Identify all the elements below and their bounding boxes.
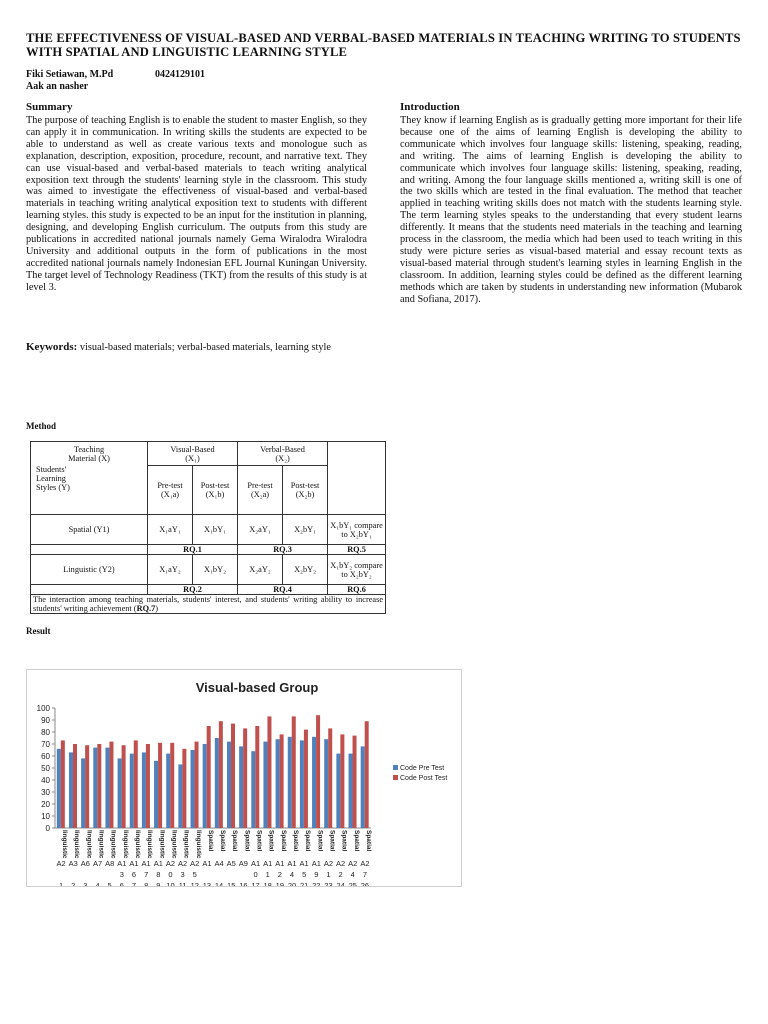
x-code-line: 6 <box>131 870 137 879</box>
x-code-label <box>190 859 199 886</box>
x-code-line: 16 <box>239 881 248 886</box>
y-tick-label: 0 <box>45 824 50 833</box>
bar-pre <box>324 739 328 828</box>
x-code-line: 10 <box>166 881 175 886</box>
x-code-line: 20 <box>287 881 297 886</box>
x-code-line: A2 <box>190 859 200 868</box>
x-code-line: 3 <box>83 881 88 886</box>
rq4-cell: RQ.4 <box>238 585 328 595</box>
bar-pre <box>118 758 122 828</box>
teaching-material-label: Teaching Material (X) <box>68 445 110 463</box>
bar-pre <box>105 748 109 828</box>
x-code-label <box>69 859 78 886</box>
bar-post <box>280 734 284 828</box>
visual-based-header <box>148 442 238 466</box>
cell-r1c3: X₂aY₁ <box>238 515 283 545</box>
chart-title: Visual-based Group <box>195 680 319 695</box>
x-group-label: linguistic <box>182 830 190 859</box>
posttest2-header: Post-test (X₂b) <box>283 466 328 515</box>
bar-post <box>316 715 320 828</box>
bar-post <box>292 716 296 828</box>
rq3-cell: RQ.3 <box>238 545 328 555</box>
bar-post <box>219 721 223 828</box>
bar-post <box>158 743 162 828</box>
x-code-label <box>166 859 175 886</box>
bar-pre <box>81 758 85 828</box>
bar-post <box>243 728 247 828</box>
bar-pre <box>166 754 170 828</box>
x-code-label <box>214 859 223 886</box>
x-code-label <box>202 859 211 886</box>
x-code-line: 7 <box>144 870 149 879</box>
introduction-text: They know if learning English as is gradually getting more important for their life because one of the aims of learning English is developing the ability to communicate which involves four language skills: listening, speaking, reading, and writing. The aims of learning English is developing the ability to communicate which involves four language skills: listening, speaking, reading, and writing. Among the four language skills mentioned a, writing skill is one of the two skills which are tested in the final evaluation. The method that teacher applied in teaching writing skills does not match with the students learning style. The term learning styles speaks to the understanding that every student learns differently. It means that the students need materials in the teaching and learning process in the classroom, the media which had been used to teach writing in this study were picture series as visual-based material and essay recount texts as visual-based material through student's learning styles in learning English in the classroom. In addition, learning styles could be defined as the different learning methods which are taken by students in understanding new information (Mubarok and Sofiana, 2017). <box>400 115 742 305</box>
keywords-label: Keywords: <box>26 341 78 353</box>
interaction-text: The interaction among teaching materials, students' interest, and students' writing ability to increase students' writing achievement ( <box>33 595 384 613</box>
interaction-end: ) <box>155 604 159 613</box>
legend-label: Code Pre Test <box>400 765 445 772</box>
x-group-label: Spatial <box>316 830 324 852</box>
x-code-line: 18 <box>263 881 272 886</box>
x-code-line: A2 <box>323 859 334 868</box>
x-code-label <box>348 859 357 886</box>
bar-post <box>146 744 150 828</box>
posttest1-header: Post-test (X₁b) <box>193 466 238 515</box>
bar-pre <box>349 754 353 828</box>
bar-post <box>195 742 199 828</box>
x-code-line: 9 <box>156 881 161 886</box>
bar-pre <box>276 739 280 828</box>
legend-swatch <box>393 765 398 770</box>
x-code-line: A1 <box>275 859 285 868</box>
x-code-line: 17 <box>251 881 260 886</box>
x-code-line: A2 <box>336 859 346 868</box>
plot-area <box>37 704 448 886</box>
verbal-based-label: Verbal-Based <box>260 444 305 454</box>
rq2-cell: RQ.2 <box>148 585 238 595</box>
bar-pre <box>361 746 365 828</box>
verbal-based-header <box>238 442 328 466</box>
y-tick-label: 50 <box>41 764 50 773</box>
x-code-line: 1 <box>58 881 64 886</box>
bar-pre <box>312 737 316 828</box>
x-code-line: 4 <box>350 870 355 879</box>
y-tick-label: 60 <box>41 752 50 761</box>
x-code-line: A3 <box>68 859 78 868</box>
x-code-line: 11 <box>178 881 187 886</box>
x-code-label <box>251 859 260 886</box>
x-code-line: 2 <box>338 870 343 879</box>
bar-pre <box>93 748 97 828</box>
x-code-label <box>154 859 163 886</box>
bar-pre <box>154 761 158 828</box>
x-group-label: linguistic <box>158 830 166 859</box>
bar-post <box>328 728 332 828</box>
pretest1-header: Pre-test (X₁a) <box>148 466 193 515</box>
x-code-line: 19 <box>275 881 285 886</box>
cell-r1c2: X₁bY₁ <box>193 515 238 545</box>
x-code-label <box>312 859 321 886</box>
x-group-label: linguistic <box>73 830 81 859</box>
x-code-line: 5 <box>192 870 197 879</box>
x-code-line: A1 <box>299 859 309 868</box>
legend-label: Code Post Test <box>400 775 448 782</box>
rq1-cell: RQ.1 <box>148 545 238 555</box>
x-code-line: 8 <box>156 870 161 879</box>
x-code-label <box>324 859 333 886</box>
x-group-label: Spatial <box>243 830 251 852</box>
x-code-label <box>275 859 284 886</box>
x-code-line: 9 <box>314 870 319 879</box>
result-heading: Result <box>26 626 51 636</box>
x-code-line: 21 <box>299 881 309 886</box>
x-code-line: A1 <box>117 859 127 868</box>
x-code-line: 0 <box>253 870 258 879</box>
x-group-label: linguistic <box>61 830 69 859</box>
bar-pre <box>239 746 243 828</box>
visual-based-label: Visual-Based <box>170 444 215 454</box>
bar-post <box>85 745 89 828</box>
x-code-line: A2 <box>360 859 370 868</box>
rq-spacer-2 <box>31 585 148 595</box>
x-code-line: 1 <box>265 870 270 879</box>
bar-post <box>353 736 357 828</box>
x-code-line: 7 <box>362 870 368 879</box>
visual-x-label: (X₁) <box>185 453 200 463</box>
x-code-label <box>227 859 236 886</box>
x-code-line: 3 <box>180 870 185 879</box>
x-code-label <box>178 859 187 886</box>
cell-r1c5: X₁bY₁ compare to X₂bY₁ <box>328 515 386 545</box>
bar-pre <box>288 737 292 828</box>
x-group-label: linguistic <box>109 830 117 859</box>
x-code-line: 22 <box>312 881 321 886</box>
x-code-label <box>336 859 345 886</box>
x-code-line: A1 <box>263 859 273 868</box>
visual-based-chart <box>26 669 462 887</box>
y-tick-label: 40 <box>41 776 50 785</box>
interaction-cell <box>31 595 386 614</box>
x-code-line: 15 <box>227 881 236 886</box>
bar-pre <box>203 744 207 828</box>
x-code-line: A4 <box>214 859 224 868</box>
x-code-line: 5 <box>302 870 307 879</box>
x-code-label <box>105 859 114 886</box>
x-code-label <box>81 859 90 886</box>
bar-post <box>304 730 308 828</box>
x-code-line: 12 <box>190 881 199 886</box>
summary-text: The purpose of teaching English is to enable the student to master English, so they can apply it in communication. In writing skills the students are expected to be able to understand as well as create various texts and monologue such as explanation, description, exposition, procedure, recount, and narrative text. They can use visual-based and verbal-based materials to teach writing analytical exposition text through the students' learning style in the classroom. This study was aimed to investigate the effectiveness of visual-based and verbal-based materials in teaching writing analytical exposition text to students with different learning styles. this study is expected to be an input for the institution in planning, designing, and developing English curriculum. The outputs from this study are publications in accredited national journals namely Gema Wiralodra Wiralodra University and additional outputs in the form of publications in the most accredited national journals namely Indonesian EFL Journal Kuningan University. The target level of Technology Readiness (TKT) from the results of this study is at level 3. <box>26 115 367 293</box>
x-group-label: Spatial <box>231 830 239 852</box>
bar-pre <box>215 738 219 828</box>
x-group-label: Spatial <box>292 830 299 852</box>
verbal-x-label: (X₂) <box>275 453 290 463</box>
x-code-label <box>129 859 138 886</box>
x-code-line: A1 <box>129 859 139 868</box>
cell-r1c4: X₂bY₁ <box>283 515 328 545</box>
header-corner-cell <box>31 442 148 515</box>
x-code-line: 3 <box>119 870 124 879</box>
x-code-line: A1 <box>153 859 163 868</box>
y-tick-label: 90 <box>41 716 50 725</box>
x-code-line: A6 <box>80 859 90 868</box>
bar-post <box>182 749 186 828</box>
x-code-line: A5 <box>226 859 236 868</box>
cell-r2c3: X₂aY₂ <box>238 555 283 585</box>
x-code-line: A2 <box>56 859 66 868</box>
bar-post <box>231 724 235 828</box>
rq5-cell: RQ.5 <box>328 545 386 555</box>
bar-pre <box>57 749 61 828</box>
method-heading: Method <box>26 421 56 431</box>
x-code-line: A9 <box>238 859 248 868</box>
x-code-line: 4 <box>95 881 100 886</box>
x-code-line: A8 <box>105 859 115 868</box>
bar-pre <box>336 754 340 828</box>
method-table <box>30 441 386 614</box>
x-code-line: 2 <box>277 870 282 879</box>
x-code-line: 7 <box>131 881 137 886</box>
cell-r2c5: X₁bY₂ compare to X₂bY₂ <box>328 555 386 585</box>
bar-post <box>170 743 174 828</box>
x-code-label <box>360 859 369 886</box>
rq-spacer-1 <box>31 545 148 555</box>
y-tick-label: 80 <box>41 728 50 737</box>
x-code-line: 23 <box>324 881 333 886</box>
x-group-label: Spatial <box>352 830 360 852</box>
author-name: Fiki Setiawan, M.Pd <box>26 69 114 80</box>
x-code-line: A1 <box>202 859 212 868</box>
bar-pre <box>178 764 182 828</box>
x-code-line: A2 <box>348 859 358 868</box>
x-code-line: A1 <box>287 859 297 868</box>
bar-post <box>134 740 138 828</box>
bar-post <box>365 721 369 828</box>
bar-pre <box>191 750 195 828</box>
x-group-label: linguistic <box>134 830 141 859</box>
bar-pre <box>130 754 134 828</box>
x-code-label <box>263 859 272 886</box>
students-styles-label: Students' Learning Styles (Y) <box>36 465 70 492</box>
bar-post <box>122 745 126 828</box>
x-code-line: A1 <box>141 859 151 868</box>
bar-post <box>73 744 77 828</box>
x-code-line: 4 <box>289 870 295 879</box>
x-code-line: A7 <box>92 859 103 868</box>
x-code-line: 26 <box>360 881 370 886</box>
x-group-label: linguistic <box>97 830 105 859</box>
rq7-label: RQ.7 <box>136 604 156 613</box>
x-code-label <box>300 859 309 886</box>
x-group-label: Spatial <box>340 830 348 852</box>
chart-svg <box>27 670 461 886</box>
x-group-label: linguistic <box>194 830 202 859</box>
bar-pre <box>251 751 255 828</box>
x-code-line: A1 <box>311 859 321 868</box>
x-code-line: 13 <box>202 881 212 886</box>
cell-r2c1: X₁aY₂ <box>148 555 193 585</box>
bar-post <box>207 726 211 828</box>
spatial-row-label: Spatial (Y1) <box>31 515 148 545</box>
bar-post <box>267 716 271 828</box>
bar-pre <box>142 752 146 828</box>
y-tick-label: 30 <box>41 788 50 797</box>
y-tick-label: 70 <box>41 740 50 749</box>
bar-pre <box>69 752 73 828</box>
bar-post <box>340 734 344 828</box>
bar-post <box>109 742 113 828</box>
cell-r1c1: X₁aY₁ <box>148 515 193 545</box>
x-code-line: 5 <box>107 881 112 886</box>
x-group-label: Spatial <box>279 830 287 852</box>
y-tick-label: 20 <box>41 800 50 809</box>
x-code-label <box>93 859 102 886</box>
bar-pre <box>263 742 267 828</box>
author-id: 0424129101 <box>155 69 205 80</box>
rq6-cell: RQ.6 <box>328 585 386 595</box>
x-group-label: Spatial <box>219 830 227 852</box>
x-code-line: 1 <box>326 870 331 879</box>
x-group-label: Spatial <box>364 830 372 852</box>
x-code-line: 8 <box>144 881 149 886</box>
x-group-label: Spatial <box>255 830 263 852</box>
x-code-label <box>56 859 65 886</box>
summary-heading: Summary <box>26 101 73 113</box>
x-group-label: linguistic <box>170 830 178 859</box>
x-code-line: 14 <box>214 881 224 886</box>
x-group-label: linguistic <box>146 830 154 859</box>
x-code-line: 6 <box>119 881 124 886</box>
x-code-line: 24 <box>336 881 345 886</box>
keywords-text: visual-based materials; verbal-based materials, learning style <box>79 342 331 353</box>
bar-post <box>61 740 65 828</box>
x-code-line: A2 <box>178 859 188 868</box>
y-tick-label: 100 <box>36 704 50 713</box>
x-code-label <box>117 859 126 886</box>
x-code-line: 25 <box>348 881 357 886</box>
bar-post <box>255 726 259 828</box>
x-code-label <box>142 859 151 886</box>
pretest2-header: Pre-test (X₂a) <box>238 466 283 515</box>
bar-post <box>97 744 101 828</box>
x-code-line: A2 <box>165 859 176 868</box>
bar-pre <box>300 740 304 828</box>
x-group-label: Spatial <box>206 830 214 852</box>
x-group-label: Spatial <box>304 830 312 852</box>
cell-r2c4: X₂bY₂ <box>283 555 328 585</box>
x-code-label <box>239 859 248 886</box>
x-group-label: linguistic <box>121 830 129 859</box>
x-group-label: Spatial <box>267 830 275 852</box>
introduction-heading: Introduction <box>400 101 460 113</box>
paper-title: THE EFFECTIVENESS OF VISUAL-BASED AND VERBAL-BASED MATERIALS IN TEACHING WRITING TO STUDENTS WITH SPATIAL AND LINGUISTIC LEARNING STYLE <box>26 31 741 59</box>
x-group-label: Spatial <box>328 830 336 852</box>
x-code-line: 0 <box>168 870 173 879</box>
coauthor-name: Aak an nasher <box>26 81 89 92</box>
x-code-line: 2 <box>71 881 76 886</box>
blank-header-cell <box>328 442 386 515</box>
keywords <box>26 342 346 354</box>
x-code-line: A1 <box>250 859 261 868</box>
legend-swatch <box>393 775 398 780</box>
y-tick-label: 10 <box>41 812 50 821</box>
x-group-label: linguistic <box>85 830 93 859</box>
cell-r2c2: X₁bY₂ <box>193 555 238 585</box>
x-code-label <box>287 859 296 886</box>
bar-pre <box>227 742 231 828</box>
linguistic-row-label: Linguistic (Y2) <box>31 555 148 585</box>
